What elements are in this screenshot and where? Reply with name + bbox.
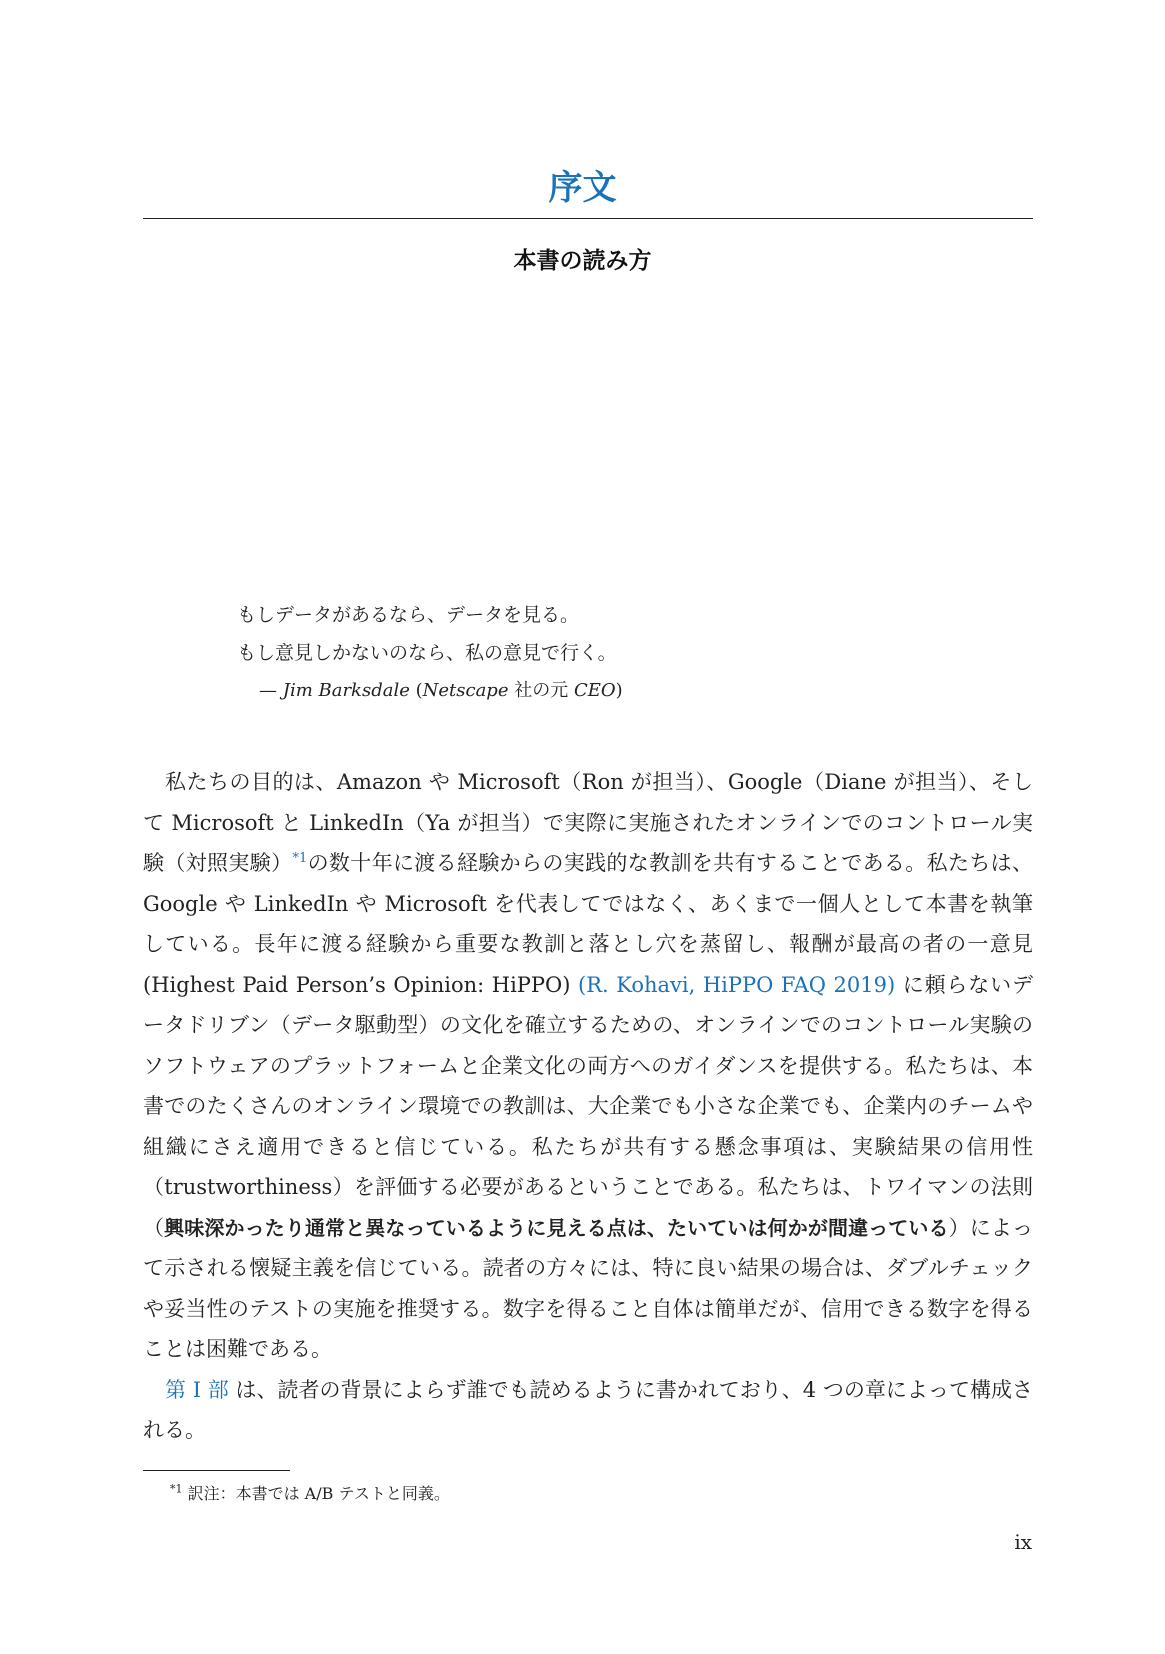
- paragraph-1-text-a: 私たちの目的は、Amazon や Microsoft（Ron が担当）、Google（Diane が担当）、そして Microsoft と LinkedIn（Ya が担当）で実際に実施されたオンラインでのコントロール実験（対照実験）: [143, 770, 1033, 875]
- attribution-open: (: [409, 680, 423, 701]
- paragraph-1-text-b: の数十年に渡る経験からの実践的な教訓を共有することである。私たちは、Google や LinkedIn や Microsoft を代表してではなく、あくまで一個人として本書を執筆している。長年に渡る経験から重要な教訓と落とし穴を蒸留し、報酬が最高の者の一意見 (Highest Paid Person’s Opinion: HiPPO): [143, 851, 1034, 997]
- attribution-role-en: CEO: [573, 680, 616, 701]
- twymans-law-text: 興味深かったり通常と異なっているように見える点は、たいていは何かが間違っている: [164, 1215, 949, 1240]
- epigraph-line-1: もしデータがあるなら、データを見る。: [237, 604, 580, 626]
- paragraph-2-text: は、読者の背景によらず誰でも読めるように書かれており、4 つの章によって構成される。: [143, 1377, 1033, 1442]
- attribution-close: ): [615, 680, 623, 701]
- attribution-role-jp: 社の元: [508, 680, 574, 701]
- body-text: [143, 762, 1033, 1451]
- title-divider: [143, 218, 1033, 219]
- page-number: ix: [1014, 1530, 1032, 1554]
- footnote-reference-link[interactable]: *1: [292, 851, 308, 866]
- epigraph-attribution: [237, 672, 623, 710]
- footnote-text: 訳注：本書では A/B テストと同義。: [182, 1484, 450, 1503]
- footnote: [170, 1481, 450, 1504]
- epigraph: [237, 596, 623, 710]
- paragraph-2: [143, 1370, 1033, 1451]
- attribution-dash: —: [259, 680, 283, 701]
- paragraph-1: [143, 762, 1033, 1370]
- attribution-company: Netscape: [422, 680, 509, 701]
- attribution-name: Jim Barksdale: [282, 680, 410, 701]
- chapter-title: 序文: [548, 168, 617, 208]
- paragraph-1-text-c: に頼らないデータドリブン（データ駆動型）の文化を確立するための、オンラインでのコントロール実験のソフトウェアのプラットフォームと企業文化の両方へのガイダンスを提供する。私たちは、本書でのたくさんのオンライン環境での教訓は、大企業でも小さな企業でも、企業内のチームや組織にさえ適用できると信じている。私たちが共有する懸念事項は、実験結果の信用性（trustworthiness）を評価する必要があるということである。私たちは、トワイマンの法則（: [143, 972, 1034, 1240]
- footnote-divider: [143, 1470, 290, 1471]
- footnote-mark: *1: [170, 1482, 183, 1496]
- citation-link[interactable]: (R. Kohavi, HiPPO FAQ 2019): [578, 972, 896, 997]
- paragraph-1-text-d: ）によって示される懐疑主義を信じている。読者の方々には、特に良い結果の場合は、ダブルチェックや妥当性のテストの実施を推奨する。数字を得ること自体は簡単だが、信用できる数字を得ることは困難である。: [143, 1215, 1034, 1361]
- section-title: 本書の読み方: [513, 248, 652, 274]
- part-1-link[interactable]: 第 I 部: [165, 1377, 229, 1402]
- epigraph-line-2: もし意見しかないのなら、私の意見で行く。: [237, 642, 617, 664]
